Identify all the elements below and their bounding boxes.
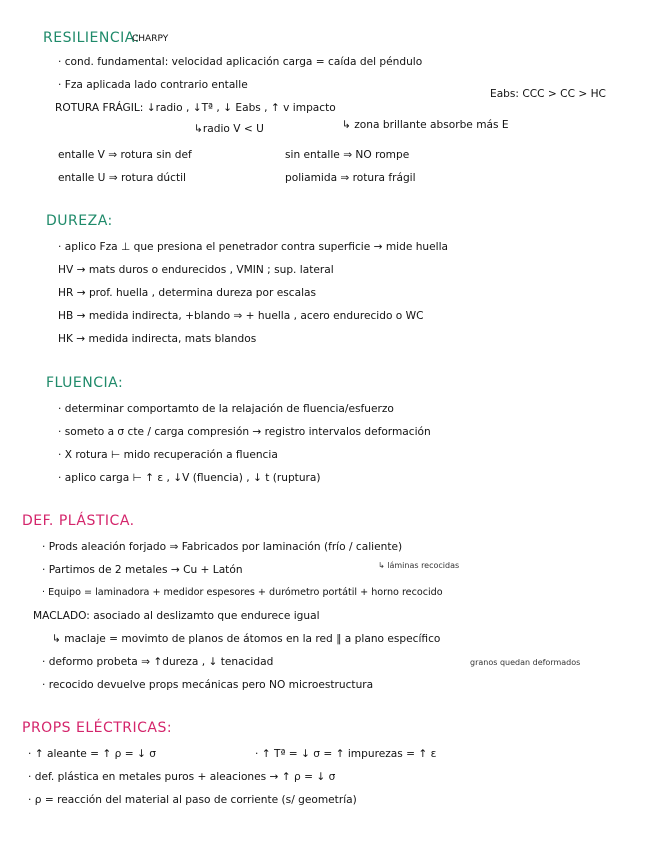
props-line-1a: · ↑ aleante = ↑ ρ = ↓ σ (28, 748, 156, 760)
resiliencia-line-2: · Fza aplicada lado contrario entalle (58, 79, 248, 91)
props-line-1b: · ↑ Tª = ↓ σ = ↑ impurezas = ↑ ε (255, 748, 437, 760)
heading-resiliencia: RESILIENCIA: (43, 30, 140, 46)
eabs-note: Eabs: CCC > CC > HC (490, 88, 606, 100)
props-line-3: · ρ = reacción del material al paso de corriente (s/ geometría) (28, 794, 357, 806)
entalle-v-line: entalle V ⇒ rotura sin def (58, 149, 192, 161)
granos-note: granos quedan deformados (470, 658, 581, 667)
rotura-fragil-line: ROTURA FRÁGIL: ↓radio , ↓Tª , ↓ Eabs , ↑ v impacto (55, 102, 336, 114)
dureza-line-hk: HK → medida indirecta, mats blandos (58, 333, 257, 345)
laminas-recocidas-note: ↳ láminas recocidas (378, 561, 460, 570)
fluencia-line-4: · aplico carga ⊢ ↑ ε , ↓V (fluencia) , ↓ t (ruptura) (58, 472, 321, 484)
zona-brillante-note: ↳ zona brillante absorbe más E (342, 119, 509, 131)
sin-entalle-line: sin entalle ⇒ NO rompe (285, 149, 410, 161)
dureza-line-hr: HR → prof. huella , determina dureza por escalas (58, 287, 317, 299)
heading-fluencia: FLUENCIA: (46, 375, 124, 391)
def-plastica-line-3: · Equipo = laminadora + medidor espesores + durómetro portátil + horno recocido (42, 587, 443, 598)
def-plastica-line-1: · Prods aleación forjado ⇒ Fabricados por laminación (frío / caliente) (42, 541, 403, 553)
dureza-line-hv: HV → mats duros o endurecidos , VMIN ; sup. lateral (58, 264, 334, 276)
fluencia-line-1: · determinar comportamto de la relajación de fluencia/esfuerzo (58, 403, 394, 415)
charpy-tag: CHARPY (132, 34, 169, 44)
heading-def-plastica: DEF. PLÁSTICA. (22, 513, 135, 529)
maclaje-line: ↳ maclaje = movimto de planos de átomos en la red ∥ a plano específico (52, 633, 441, 645)
def-plastica-line-6: · deformo probeta ⇒ ↑dureza , ↓ tenacidad (42, 656, 274, 668)
maclado-line: MACLADO: asociado al deslizamto que endurece igual (33, 610, 320, 622)
fluencia-line-2: · someto a σ cte / carga compresión → registro intervalos deformación (58, 426, 431, 438)
def-plastica-line-2: · Partimos de 2 metales → Cu + Latón (42, 564, 243, 576)
dureza-line-1: · aplico Fza ⊥ que presiona el penetrador contra superficie → mide huella (58, 241, 449, 253)
dureza-line-hb: HB → medida indirecta, +blando ⇒ + huella , acero endurecido o WC (58, 310, 424, 322)
fluencia-line-3: · X rotura ⊢ mido recuperación a fluencia (58, 449, 278, 461)
def-plastica-line-7: · recocido devuelve props mecánicas pero NO microestructura (42, 679, 374, 691)
heading-props-electricas: PROPS ELÉCTRICAS: (22, 720, 173, 736)
entalle-u-line: entalle U ⇒ rotura dúctil (58, 172, 187, 184)
poliamida-line: poliamida ⇒ rotura frágil (285, 172, 416, 184)
heading-dureza: DUREZA: (46, 213, 113, 229)
resiliencia-line-1: · cond. fundamental: velocidad aplicación carga = caída del péndulo (58, 56, 423, 68)
radio-note: ↳radio V < U (194, 123, 264, 135)
props-line-2: · def. plástica en metales puros + aleaciones → ↑ ρ = ↓ σ (28, 771, 336, 783)
